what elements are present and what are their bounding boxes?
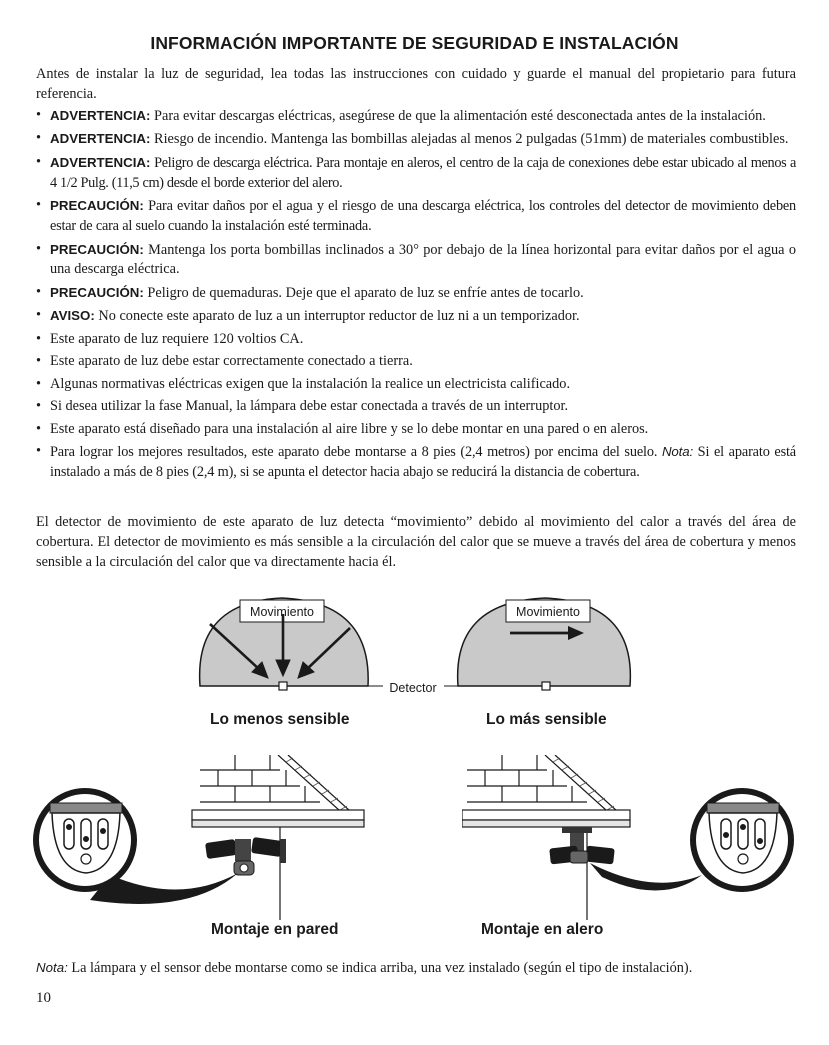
footnote: Nota: La lámpara y el sensor debe montarse como se indica arriba, una vez instalado (según el tipo de instalación). — [36, 960, 693, 976]
list-item: • Este aparato está diseñado para una instalación al aire libre y se lo debe montar en una pared o en aleros. — [36, 420, 649, 437]
detector-marker-right — [542, 682, 550, 690]
page-number: 10 — [36, 990, 51, 1006]
list-item: • Este aparato de luz requiere 120 voltios CA. — [36, 330, 304, 347]
sensitivity-diagram — [190, 588, 640, 698]
list-item: • PRECAUCIÓN: Peligro de quemaduras. Deje que el aparato de luz se enfríe antes de tocarlo. — [36, 283, 584, 301]
warning-label: ADVERTENCIA: — [50, 154, 151, 170]
detector-label: Detector — [389, 681, 437, 695]
caution-label: PRECAUCIÓN: — [50, 241, 144, 257]
callout-pointer — [590, 863, 702, 891]
movement-label-right: Movimiento — [516, 605, 580, 619]
gutter — [462, 820, 630, 827]
safety-list — [36, 106, 796, 485]
eave-mount-caption: Montaje en alero — [481, 921, 604, 938]
page-title: INFORMACIÓN IMPORTANTE DE SEGURIDAD E INSTALACIÓN — [150, 33, 679, 53]
list-item: • Si desea utilizar la fase Manual, la lámpara debe estar conectada a través de un interruptor. — [36, 398, 569, 415]
eave — [192, 810, 364, 820]
detector-paragraph: El detector de movimiento de este aparato de luz detecta “movimiento” debido al movimiento del calor a través del área de cobertura. El detector de movimiento es más sensible a la circulación del calor que se mueve a través del área de cobertura y menos sensible a la circulación del calor que va directamente hacia él. — [36, 514, 796, 570]
most-sensitive-caption: Lo más sensible — [486, 711, 607, 728]
gutter — [192, 820, 364, 827]
list-item: • ADVERTENCIA: Para evitar descargas eléctricas, asegúrese de que la alimentación esté desconectada antes de la instalación. — [36, 107, 766, 124]
detector-marker-left — [279, 682, 287, 690]
list-item: • ADVERTENCIA: Riesgo de incendio. Mantenga las bombillas alejadas al menos 2 pulgadas (51mm) de materiales combustibles. — [36, 130, 789, 148]
notice-label: AVISO: — [50, 308, 95, 324]
warning-label: ADVERTENCIA: — [50, 108, 151, 123]
list-item: • AVISO: No conecte este aparato de luz a un interruptor reductor de luz ni a un temporizador. — [36, 307, 580, 325]
caution-label: PRECAUCIÓN: — [50, 284, 144, 300]
brick-wall — [200, 755, 320, 802]
caution-label: PRECAUCIÓN: — [50, 198, 144, 214]
warning-label: ADVERTENCIA: — [50, 131, 151, 147]
list-item: • Para lograr los mejores resultados, este aparato debe montarse a 8 pies (2,4 metros) por encima del suelo. Nota: Si el aparato está instalado a más de 8 pies (2,4 m), si se apunta el detector hacia abajo se reducirá la distancia de cobertura. — [36, 443, 796, 480]
list-item: • Este aparato de luz debe estar correctamente conectado a tierra. — [36, 353, 413, 370]
light-fixture-eave — [549, 827, 615, 864]
note-label: Nota: — [36, 960, 68, 975]
light-fixture-wall — [205, 837, 286, 875]
brick-wall — [467, 755, 587, 802]
eave — [462, 810, 630, 820]
wall-mount-caption: Montaje en pared — [211, 921, 339, 938]
list-item: • Algunas normativas eléctricas exigen que la instalación la realice un electricista calificado. — [36, 375, 571, 392]
eave-mount-illustration — [462, 755, 802, 920]
intro-paragraph: Antes de instalar la luz de seguridad, lea todas las instrucciones con cuidado y guarde el manual del propietario para futura referencia. — [36, 66, 796, 102]
least-sensitive-caption: Lo menos sensible — [210, 711, 350, 728]
list-item: • PRECAUCIÓN: Mantenga los porta bombillas inclinados a 30° por debajo de la línea horizontal para evitar daños por el agua o una descarga eléctrica. — [36, 240, 796, 278]
list-item: • PRECAUCIÓN: Para evitar daños por el agua y el riesgo de una descarga eléctrica, los controles del detector de movimiento deben estar de cara al suelo cuando la instalación esté terminada. — [36, 197, 796, 235]
wall-mount-illustration — [30, 755, 415, 920]
note-label: Nota: — [661, 444, 693, 460]
list-item: • ADVERTENCIA: Peligro de descarga eléctrica. Para montaje en aleros, el centro de la caja de conexiones debe estar ubicado al menos a 4 1/2 Pulg. (11,5 cm) desde el borde exterior del alero. — [36, 153, 796, 191]
movement-label-left: Movimiento — [250, 605, 314, 619]
